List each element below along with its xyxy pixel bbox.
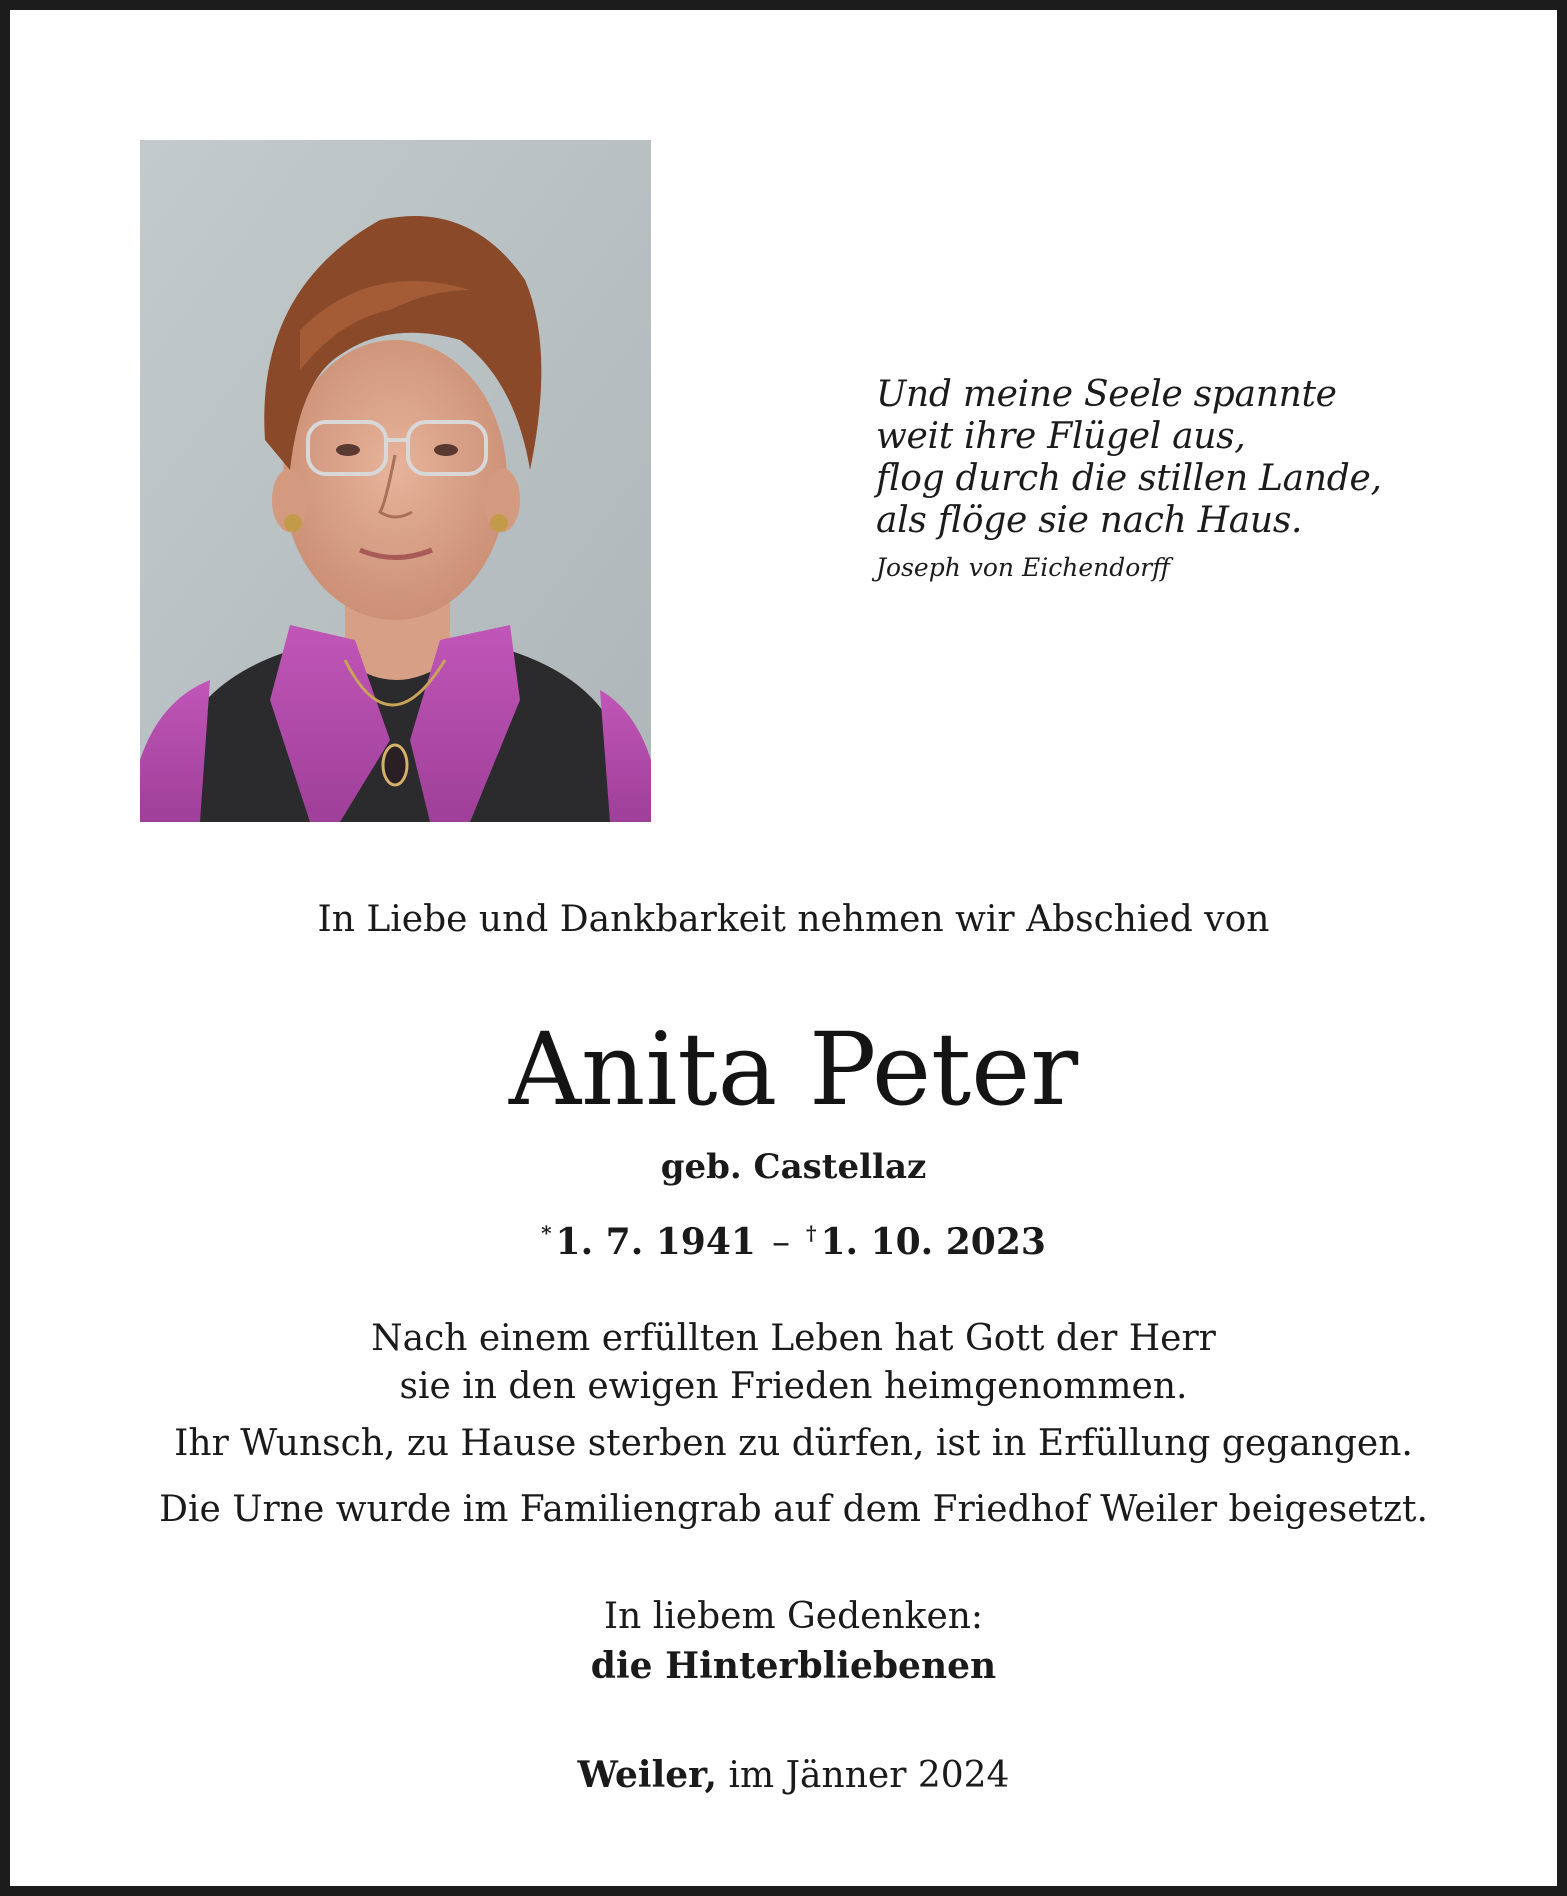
quote-author: Joseph von Eichendorff — [876, 553, 1170, 582]
survivors-signature: die Hinterbliebenen — [590, 1645, 997, 1687]
maiden-name: geb. Castellaz — [660, 1147, 927, 1187]
quote-line: weit ihre Flügel aus, — [876, 416, 1246, 457]
deceased-name: Anita Peter — [508, 1011, 1079, 1128]
paragraph-faith — [10, 1315, 1567, 1411]
place-date-line — [10, 1751, 1567, 1800]
life-dates — [10, 1210, 1567, 1266]
paragraph-faith-line: sie in den ewigen Frieden heimgenommen. — [399, 1366, 1188, 1407]
birth-date: 1. 7. 1941 — [555, 1221, 756, 1263]
birth-symbol: * — [541, 1221, 552, 1245]
quote-line: Und meine Seele spannte — [876, 374, 1337, 415]
portrait-illustration — [140, 140, 651, 822]
paragraph-burial: Die Urne wurde im Familiengrab auf dem Friedhof Weiler beigesetzt. — [159, 1489, 1428, 1530]
quote-block — [876, 374, 1436, 584]
paragraph-wish: Ihr Wunsch, zu Hause sterben zu dürfen, ist in Erfüllung gegangen. — [174, 1423, 1413, 1464]
death-date: 1. 10. 2023 — [820, 1221, 1046, 1263]
date-separator: – — [771, 1222, 790, 1263]
intro-text: In Liebe und Dankbarkeit nehmen wir Abschied von — [317, 899, 1270, 940]
death-symbol: † — [805, 1221, 817, 1245]
place-name: Weiler, — [577, 1754, 718, 1796]
notice-date: im Jänner 2024 — [728, 1755, 1010, 1796]
paragraph-faith-line: Nach einem erfüllten Leben hat Gott der Herr — [371, 1318, 1216, 1359]
memory-label: In liebem Gedenken: — [603, 1596, 984, 1637]
portrait-photo — [140, 140, 651, 822]
quote-line: flog durch die stillen Lande, — [876, 458, 1382, 499]
quote-line: als flöge sie nach Haus. — [876, 500, 1303, 541]
